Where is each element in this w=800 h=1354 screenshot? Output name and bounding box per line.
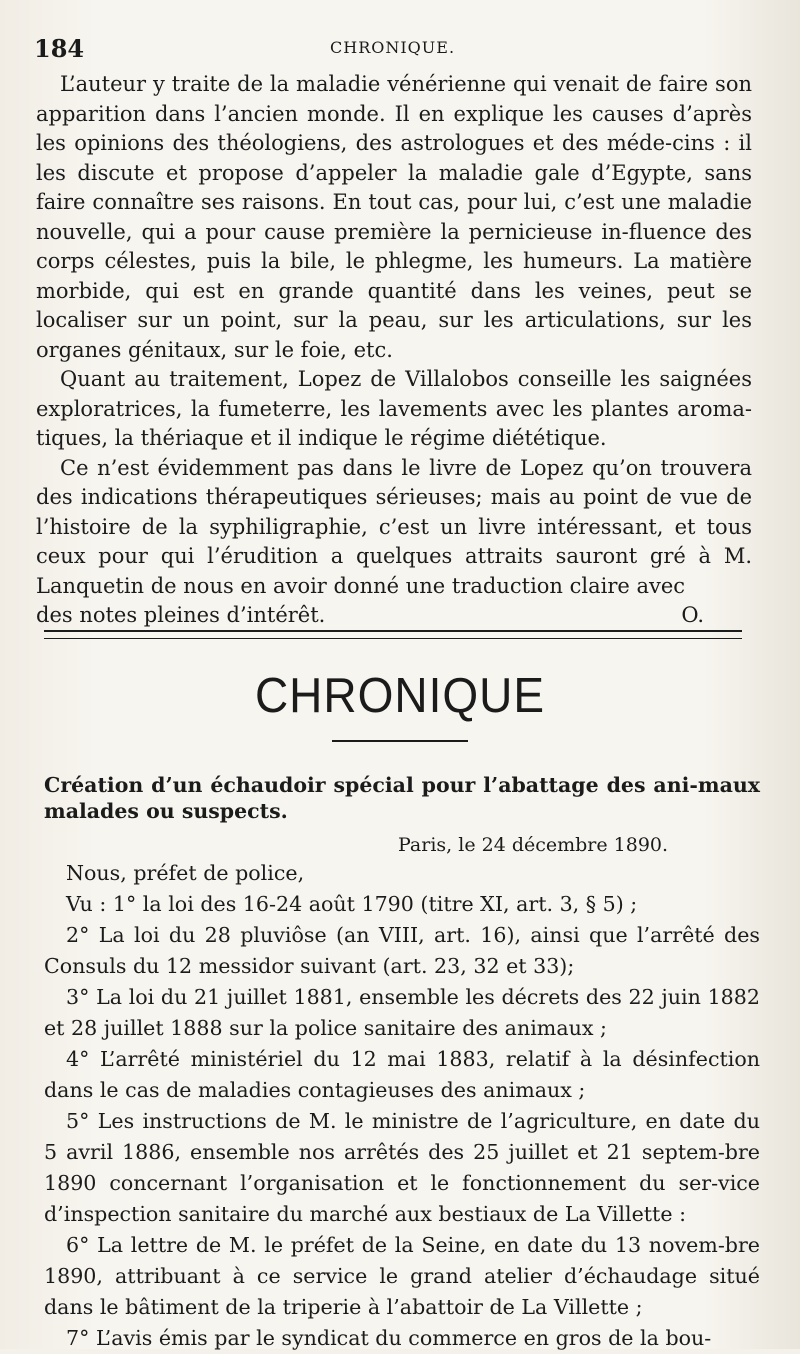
article-line: 3° La loi du 21 juillet 1881, ensemble les décrets des 22 juin 1882 et 28 juillet 1888 sur la police sanitaire des animaux ; xyxy=(44,985,760,1040)
section-divider xyxy=(44,630,742,639)
article xyxy=(44,772,760,1354)
article-line: 4° L’arrêté ministériel du 12 mai 1883, relatif à la désinfection dans le cas de maladies contagieuses des animaux ; xyxy=(44,1047,760,1102)
signature: O. xyxy=(681,603,704,627)
article-line: 6° La lettre de M. le préfet de la Seine, en date du 13 novem-bre 1890, attribuant à ce service le grand atelier d’échaudage situé dans le bâtiment de la triperie à l’abattoir de La Villette ; xyxy=(44,1233,760,1319)
paragraph: Ce n’est évidemment pas dans le livre de Lopez qu’on trouvera des indications thérapeutiques sérieuses; mais au point de vue de l’histoire de la syphiligraphie, c’est un livre intéressant, et tous ceux pour qui l’érudition a quelques attraits sauront gré à M. Lanquetin de nous en avoir donné une traduction claire avec xyxy=(36,455,752,598)
article-line: 5° Les instructions de M. le ministre de l’agriculture, en date du 5 avril 1886, ensemble nos arrêtés des 25 juillet et 21 septem-bre 1890 concernant l’organisation et le fonctionnement du ser-vice d’inspection sanitaire du marché aux bestiaux de La Villette : xyxy=(44,1109,760,1226)
title-underline xyxy=(332,740,468,742)
article-line: 7° L’avis émis par le syndicat du commerce en gros de la bou- xyxy=(66,1326,712,1350)
article-line: Vu : 1° la loi des 16-24 août 1790 (titre XI, art. 3, § 5) ; xyxy=(66,892,638,916)
review-text xyxy=(36,70,752,631)
closing-line xyxy=(36,601,752,631)
section-title: CHRONIQUE xyxy=(254,667,546,723)
article-line: 2° La loi du 28 pluviôse (an VIII, art. 16), ainsi que l’arrêté des Consuls du 12 messidor suivant (art. 23, 32 et 33); xyxy=(44,923,760,978)
paragraph: L’auteur y traite de la maladie vénérienne qui venait de faire son apparition dans l’ancien monde. Il en explique les causes d’après les opinions des théologiens, des astrologues et des méde-cins : il les discute et propose d’appeler la maladie gale d’Egypte, sans faire connaître ses raisons. En tout cas, pour lui, c’est une maladie nouvelle, qui a pour cause première la pernicieuse in-fluence des corps célestes, puis la bile, le phlegme, les humeurs. La matière morbide, qui est en grande quantité dans les veines, peut se localiser sur un point, sur la peau, sur les articulations, sur les organes génitaux, sur le foie, etc. xyxy=(36,72,752,362)
page-number: 184 xyxy=(34,34,85,63)
article-line: Nous, préfet de police, xyxy=(66,861,305,885)
article-heading: Création d’un échaudoir spécial pour l’abattage des ani-maux malades ou suspects. xyxy=(44,773,760,823)
closing-text: des notes pleines d’intérêt. xyxy=(36,603,326,627)
paragraph: Quant au traitement, Lopez de Villalobos conseille les saignées exploratrices, la fumeterre, les lavements avec les plantes aroma-tiques, la thériaque et il indique le régime diététique. xyxy=(36,367,752,450)
running-head xyxy=(34,34,760,63)
dateline: Paris, le 24 décembre 1890. xyxy=(398,834,669,856)
running-title: CHRONIQUE. xyxy=(330,38,456,57)
